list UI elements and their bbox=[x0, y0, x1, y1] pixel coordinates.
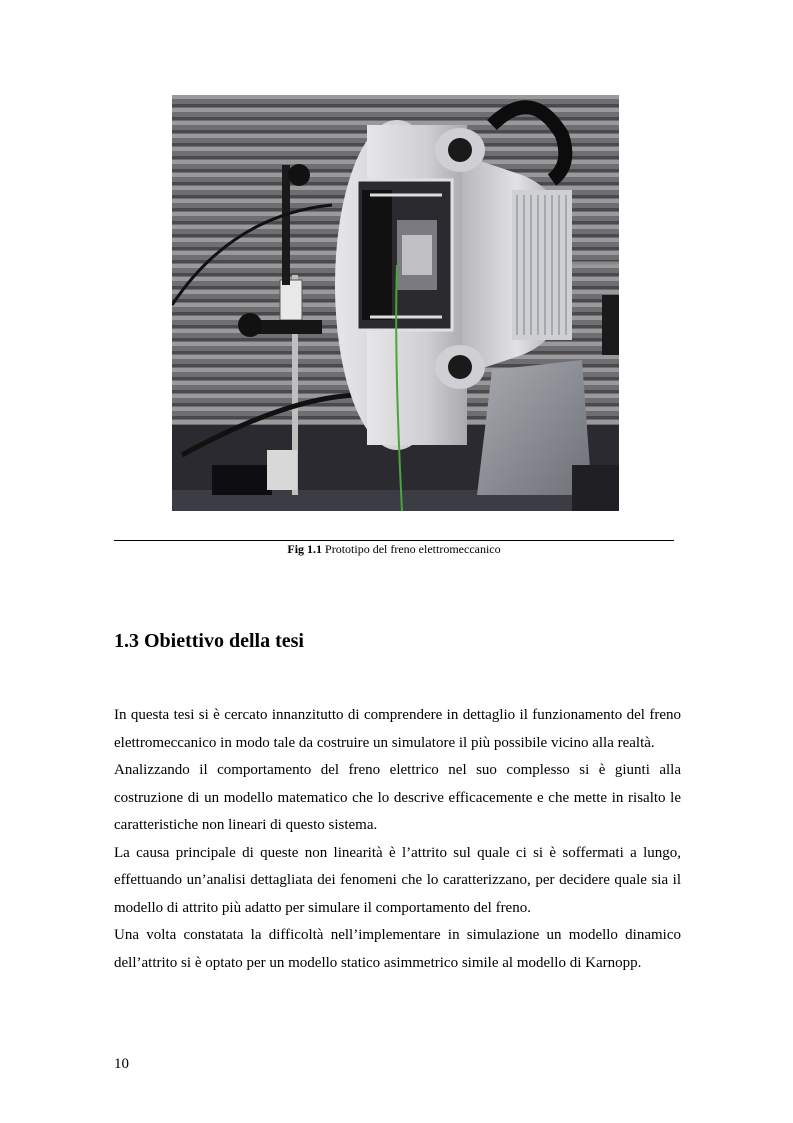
figure-separator bbox=[114, 540, 674, 541]
brake-prototype-photo bbox=[172, 95, 619, 511]
figure-caption-text: Prototipo del freno elettromeccanico bbox=[325, 542, 501, 556]
body-text bbox=[114, 702, 681, 977]
paragraph: In questa tesi si è cercato innanzitutto di comprendere in dettaglio il funzionamento del freno elettromeccanico in modo tale da costruire un simulatore il più possibile vicino alla realtà. bbox=[114, 707, 681, 751]
paragraph: Una volta constatata la difficoltà nell’implementare in simulazione un modello dinamico dell’attrito si è optato per un modello statico asimmetrico simile al modello di Karnopp. bbox=[114, 927, 681, 971]
page-number: 10 bbox=[114, 1056, 129, 1072]
figure-caption-label: Fig 1.1 bbox=[287, 542, 323, 556]
figure-caption bbox=[114, 542, 674, 557]
section-heading: 1.3 Obiettivo della tesi bbox=[114, 630, 304, 652]
paragraph: La causa principale di queste non linearità è l’attrito sul quale ci si è soffermati a lungo, effettuando un’analisi dettagliata dei fenomeni che lo caratterizzano, per decidere quale sia il modello di attrito più adatto per simulare il comportamento del freno. bbox=[114, 844, 681, 916]
paragraph: Analizzando il comportamento del freno elettrico nel suo complesso si è giunti alla costruzione di un modello matematico che lo descrive efficacemente e che mette in risalto le caratteristiche non lineari di questo sistema. bbox=[114, 762, 681, 833]
